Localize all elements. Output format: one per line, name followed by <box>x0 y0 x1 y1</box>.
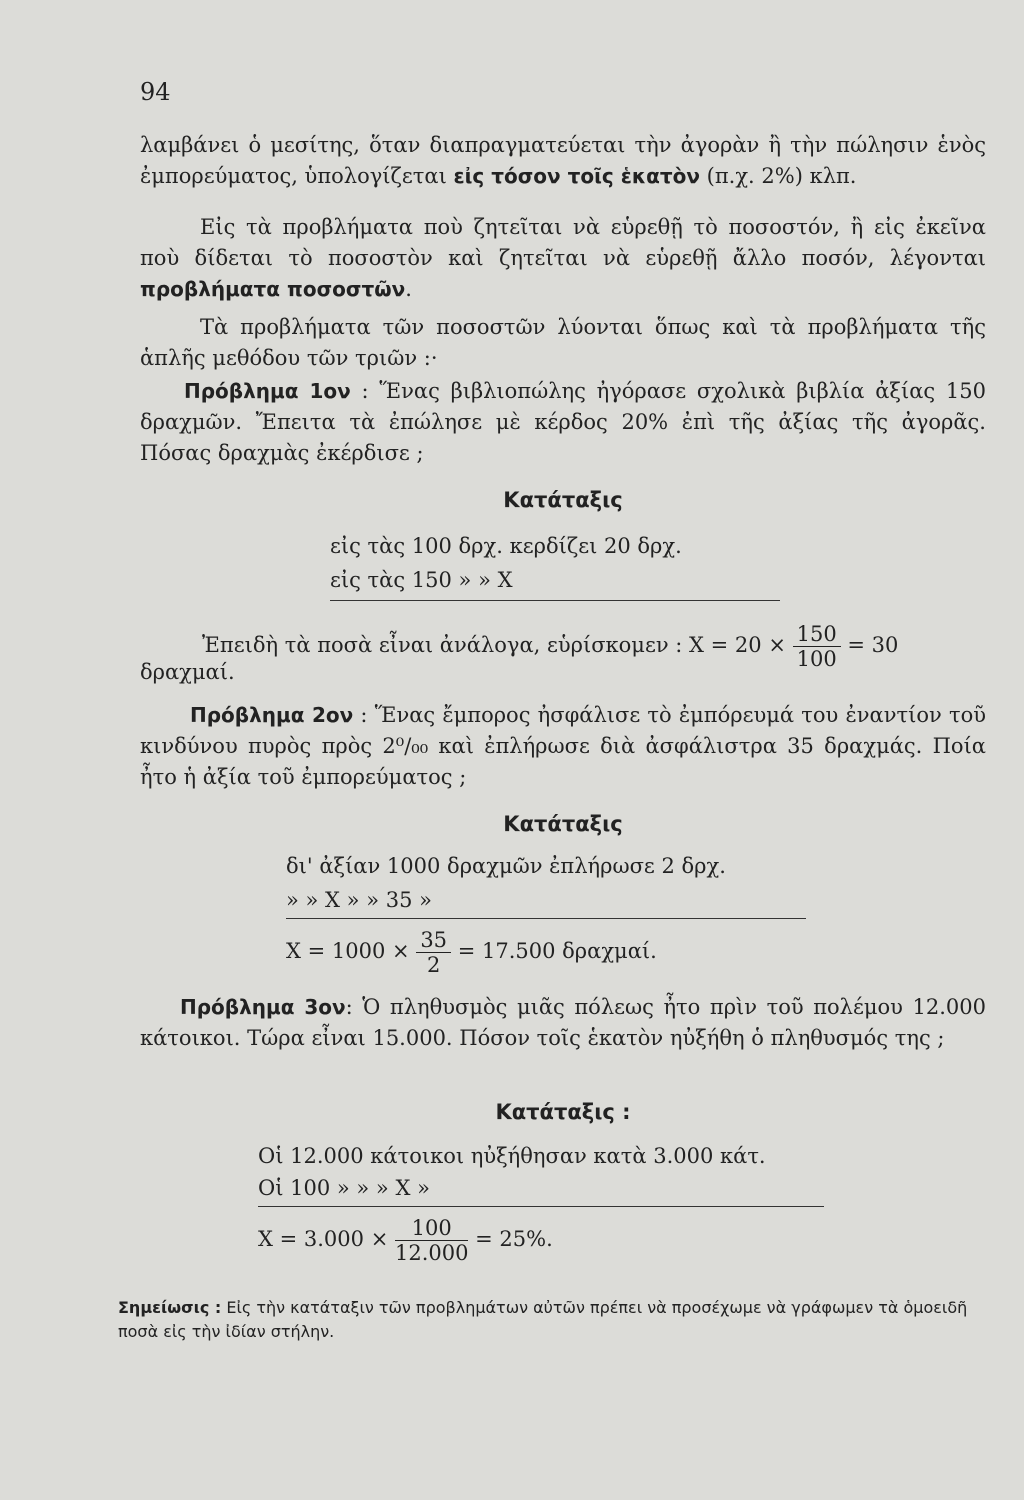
problem-1-result: = 30 <box>847 633 899 657</box>
page-number: 94 <box>140 78 171 106</box>
problem-3-formula-right: = 25%. <box>475 1227 553 1251</box>
note-label: Σημείωσις : <box>118 1298 222 1317</box>
problem-2-formula-right: = 17.500 δραχμαί. <box>457 939 657 963</box>
intro-paragraph-2 <box>140 212 986 305</box>
problem-3-row-2: Οἱ 100 » » » X » <box>258 1176 430 1200</box>
intro-paragraph-3: Τὰ προβλήματα τῶν ποσοστῶν λύονται ὅπως καὶ τὰ προβλήματα τῆς ἁπλῆς μεθόδου τῶν τριῶν :· <box>140 315 986 370</box>
problem-2-row-2: » » X » » 35 » <box>286 888 432 912</box>
problem-1-frac-num: 150 <box>793 622 841 647</box>
problem-1-heading: Κατάταξις <box>503 488 623 512</box>
intro-p1-start: λαμβάνει ὁ μεσίτης, ὅταν διαπραγματεύεται τὴν ἀγορὰν ἢ τὴν πώλησιν ἑνὸς ἐμπορεύματος, ὑπολογίζεται <box>140 133 986 188</box>
problem-2-statement <box>140 700 986 793</box>
problem-2-formula-left: X = 1000 × <box>286 939 410 963</box>
problem-1-unit: δραχμαί. <box>140 660 235 684</box>
problem-1-solution <box>202 622 898 671</box>
problem-3-label: Πρόβλημα 3ον <box>180 995 346 1019</box>
intro-p2-start: Εἰς τὰ προβλήματα ποὺ ζητεῖται νὰ εὑρεθῇ τὸ ποσοστόν, ἢ εἰς ἐκεῖνα ποὺ δίδεται τὸ ποσοστὸν καὶ ζητεῖται νὰ εὑρεθῇ ἄλλο ποσόν, λέγονται <box>140 215 986 270</box>
problem-1-label: Πρόβλημα 1ον <box>184 379 351 403</box>
problem-3-formula <box>258 1216 553 1265</box>
intro-paragraph-1 <box>140 130 986 192</box>
problem-3-heading: Κατάταξις : <box>495 1100 631 1124</box>
note-text: Εἰς τὴν κατάταξιν τῶν προβλημάτων αὐτῶν πρέπει νὰ προσέχωμε νὰ γράφωμεν τὰ ὁμοειδῆ ποσὰ εἰς τὴν ἰδίαν στήλην. <box>118 1298 968 1341</box>
problem-1-row-1: εἰς τὰς 100 δρχ. κερδίζει 20 δρχ. <box>330 534 682 558</box>
problem-2-heading: Κατάταξις <box>503 812 623 836</box>
problem-2-rule <box>286 918 806 919</box>
problem-3-row-1: Οἱ 12.000 κάτοικοι ηὐξήθησαν κατὰ 3.000 κάτ. <box>258 1144 766 1168</box>
intro-p1-end: (π.χ. 2%) κλπ. <box>699 164 857 188</box>
problem-1-solution-text: Ἐπειδὴ τὰ ποσὰ εἶναι ἀνάλογα, εὑρίσκομεν : X = 20 × <box>202 633 786 657</box>
problem-1-text: : Ἕνας βιβλιοπώλης ἠγόρασε σχολικὰ βιβλία ἀξίας 150 δραχμῶν. Ἔπειτα τὰ ἐπώλησε μὲ κέρδος 20% ἐπὶ τῆς ἀξίας τῆς ἀγορᾶς. Πόσας δραχμὰς ἐκέρδισε ; <box>140 379 986 465</box>
problem-2-frac-num: 35 <box>416 928 451 953</box>
problem-2-label: Πρόβλημα 2ον <box>190 703 354 727</box>
intro-p2-bold: προβλήματα ποσοστῶν <box>140 277 406 301</box>
problem-3-fraction <box>395 1216 468 1265</box>
problem-3-rule <box>258 1206 824 1207</box>
problem-1-row-2: εἰς τὰς 150 » » X <box>330 568 513 592</box>
problem-3-frac-num: 100 <box>395 1216 468 1241</box>
problem-1-statement <box>140 376 986 469</box>
problem-3-statement <box>140 992 986 1054</box>
intro-p2-end: . <box>405 277 412 301</box>
problem-2-text: : Ἕνας ἔμπορος ἠσφάλισε τὸ ἐμπόρευμά του ἐναντίον τοῦ κινδύνου πυρὸς πρὸς 2⁰/₀₀ καὶ ἐπλήρωσε διὰ ἀσφάλιστρα 35 δραχμάς. Ποία ἦτο ἡ ἀξία τοῦ ἐμπορεύματος ; <box>140 703 986 789</box>
problem-1-rule <box>330 600 780 601</box>
problem-1-frac-den: 100 <box>796 647 837 671</box>
problem-2-row-1: δι' ἀξίαν 1000 δραχμῶν ἐπλήρωσε 2 δρχ. <box>286 854 726 878</box>
problem-3-formula-left: X = 3.000 × <box>258 1227 389 1251</box>
problem-2-formula <box>286 928 657 977</box>
intro-p1-bold: εἰς τόσον τοῖς ἑκατὸν <box>453 164 700 188</box>
problem-1-fraction <box>793 622 841 671</box>
problem-3-frac-den: 12.000 <box>394 1241 469 1265</box>
problem-2-fraction <box>416 928 451 977</box>
note <box>118 1296 988 1344</box>
problem-3-text: : Ὁ πληθυσμὸς μιᾶς πόλεως ἦτο πρὶν τοῦ πολέμου 12.000 κάτοικοι. Τώρα εἶναι 15.000. Πόσον τοῖς ἑκατὸν ηὐξήθη ὁ πληθυσμός της ; <box>140 995 986 1050</box>
problem-2-frac-den: 2 <box>426 953 441 977</box>
